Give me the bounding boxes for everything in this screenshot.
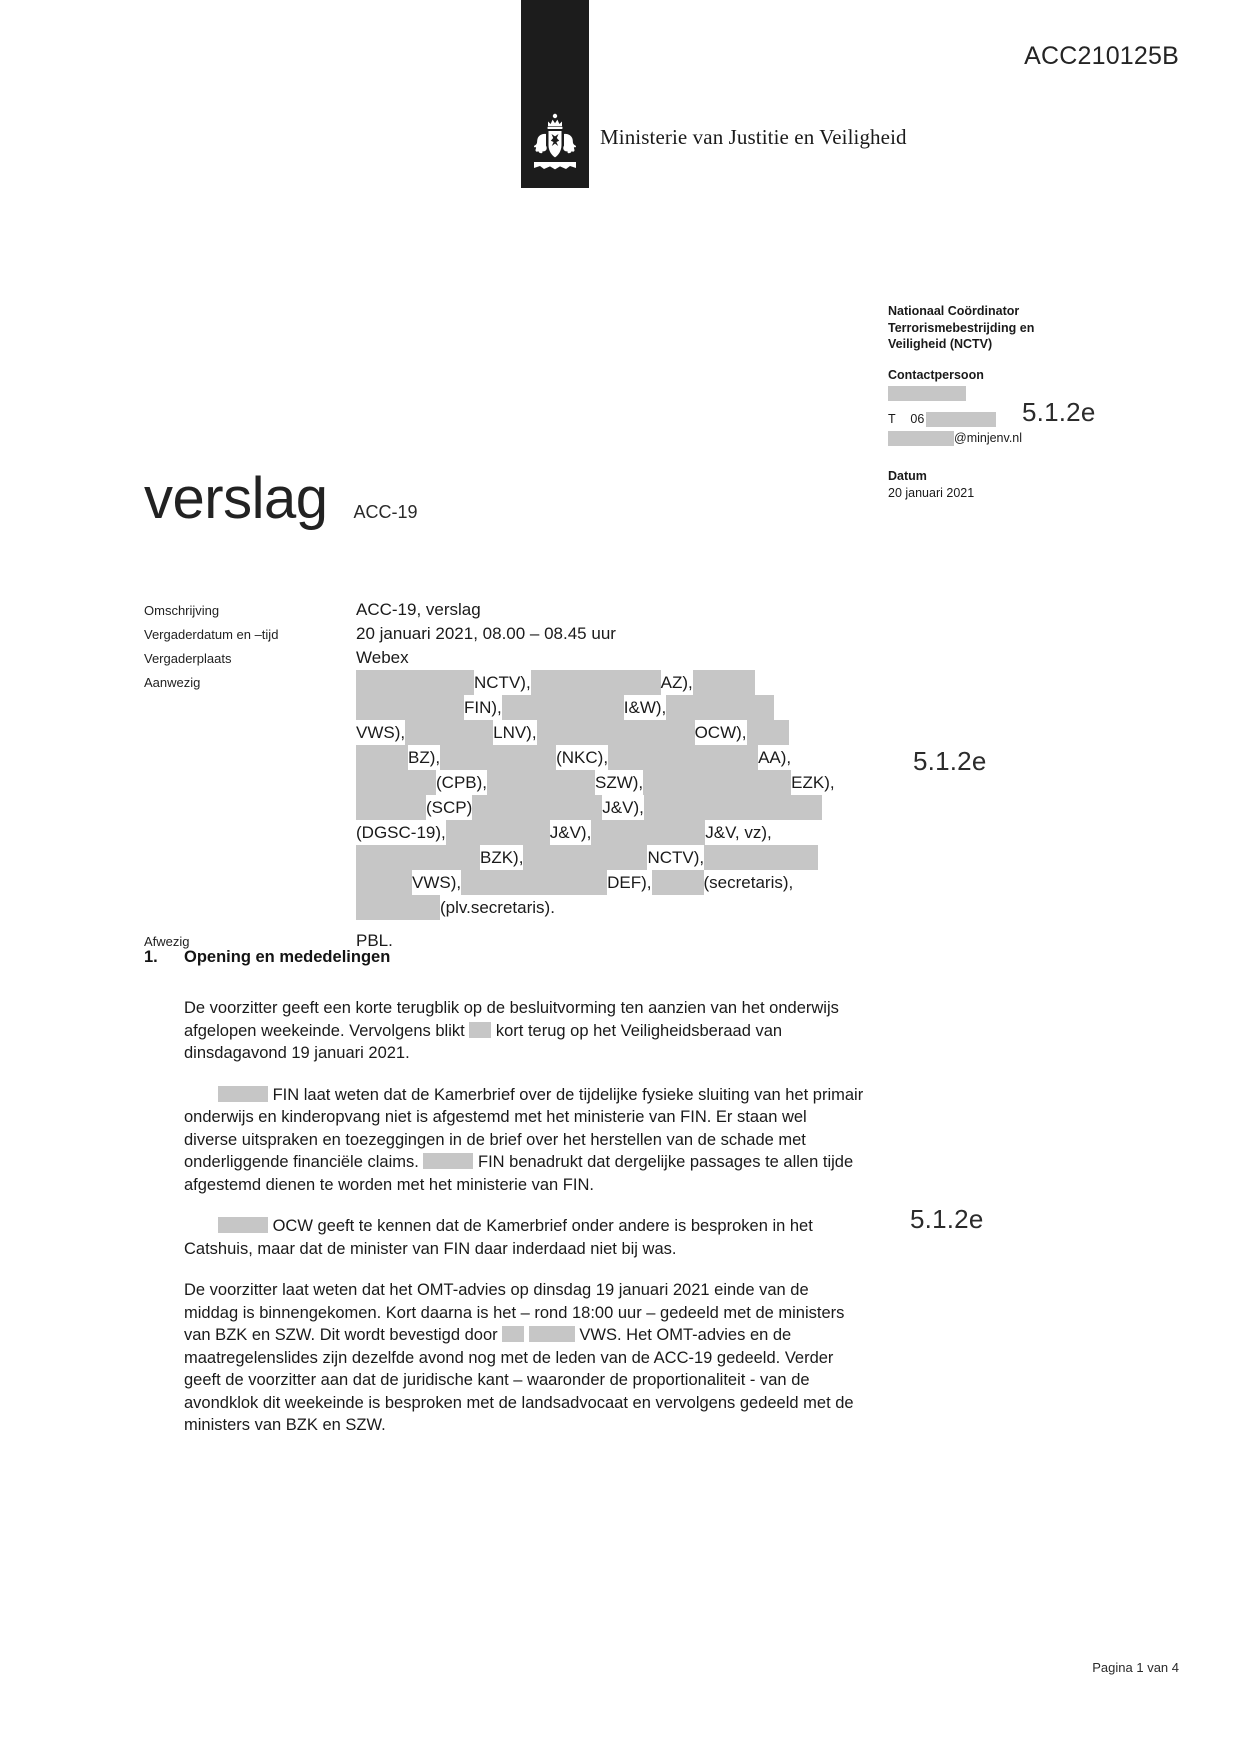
email-domain: @minjenv.nl xyxy=(954,430,1023,445)
metadata-value: 20 januari 2021, 08.00 – 08.45 uur xyxy=(356,624,616,643)
redacted-attendee-name xyxy=(356,695,464,720)
absent-label: Afwezig xyxy=(144,934,190,949)
redacted-attendee-name xyxy=(487,770,595,795)
redacted-attendee-name xyxy=(356,770,436,795)
metadata-key: Vergaderdatum en –tijd xyxy=(144,627,279,642)
redacted-contact-name xyxy=(888,386,966,401)
phone-prefix: T xyxy=(888,412,896,426)
attendee-department: LNV), xyxy=(493,720,536,745)
redacted-attendee-name xyxy=(747,720,789,745)
redacted-inline-name xyxy=(218,1217,268,1233)
redacted-inline-name xyxy=(529,1326,575,1342)
redacted-attendee-name xyxy=(652,870,704,895)
attendee-department: FIN), xyxy=(464,695,502,720)
metadata-key: Vergaderplaats xyxy=(144,651,232,666)
redacted-attendee-name xyxy=(523,845,647,870)
org-line-2: Terrorismebestrijding en xyxy=(888,320,1035,335)
attendee-department: AA), xyxy=(758,745,791,770)
redacted-attendee-name xyxy=(502,695,624,720)
ministry-name: Ministerie van Justitie en Veiligheid xyxy=(600,125,907,149)
attendees-row xyxy=(144,670,864,920)
attendee-line xyxy=(356,795,835,820)
redacted-attendee-name xyxy=(591,820,705,845)
metadata-row xyxy=(144,646,864,670)
redacted-attendee-name xyxy=(356,795,426,820)
paragraph: FIN laat weten dat de Kamerbrief over de tijdelijke fysieke sluiting van het primair onderwijs en kinderopvang niet is afgestemd met het ministerie van FIN. Er staan wel diverse uitspraken en toezeggingen in de brief over het herstellen van de schade met onderliggende financiële claims. FIN benadrukt dat dergelijke passages te allen tijde afgestemd dienen te worden met het ministerie van FIN. xyxy=(184,1085,864,1194)
attendee-department: VWS), xyxy=(356,720,405,745)
document-id: ACC210125B xyxy=(1024,42,1179,70)
attendee-department: (CPB), xyxy=(436,770,487,795)
attendee-department: AZ), xyxy=(661,670,693,695)
section-heading xyxy=(144,948,864,967)
redacted-attendee-name xyxy=(693,670,755,695)
attendee-department: J&V), xyxy=(550,820,592,845)
attendee-department: NCTV), xyxy=(474,670,531,695)
attendee-department: DEF), xyxy=(607,870,651,895)
page-title xyxy=(144,466,418,531)
attendee-line xyxy=(356,870,835,895)
absent-value: PBL. xyxy=(356,931,393,950)
section-number: 1. xyxy=(144,948,158,966)
attendee-line xyxy=(356,720,835,745)
redacted-attendee-name xyxy=(644,795,822,820)
paragraph: De voorzitter geeft een korte terugblik op de besluitvorming ten aanzien van het onderwijs afgelopen weekeinde. Vervolgens blikt kort terug op het Veiligheidsberaad van dinsdagavond 19 januari 2021. xyxy=(184,999,839,1062)
phone-number: 06 xyxy=(910,412,925,426)
meeting-metadata-table xyxy=(144,598,864,953)
redacted-attendee-name xyxy=(704,845,818,870)
attendees-list xyxy=(356,670,835,920)
attendee-line xyxy=(356,695,835,720)
paragraph: OCW geeft te kennen dat de Kamerbrief onder andere is besproken in het Catshuis, maar dat de minister van FIN daar inderdaad niet bij was. xyxy=(184,1217,813,1258)
metadata-value: ACC-19, verslag xyxy=(356,600,481,619)
redacted-attendee-name xyxy=(356,670,474,695)
redacted-phone xyxy=(926,412,996,427)
date-block xyxy=(888,468,1078,501)
metadata-value: Webex xyxy=(356,648,409,667)
attendee-department: SZW), xyxy=(595,770,643,795)
attendee-department: BZ), xyxy=(408,745,440,770)
attendee-line xyxy=(356,670,835,695)
contact-label: Contactpersoon xyxy=(888,367,984,382)
attendee-line xyxy=(356,895,835,920)
page-footer: Pagina 1 van 4 xyxy=(1092,1660,1179,1675)
attendee-department: BZK), xyxy=(480,845,523,870)
redacted-attendee-name xyxy=(440,745,556,770)
section-opening-en-mededelingen xyxy=(144,948,864,1437)
org-line-3: Veiligheid (NCTV) xyxy=(888,337,993,351)
redacted-inline-name xyxy=(502,1326,524,1342)
redacted-attendee-name xyxy=(356,870,412,895)
paragraph: De voorzitter laat weten dat het OMT-advies op dinsdag 19 januari 2021 einde van de middag is binnengekomen. Kort daarna is het – rond 18:00 uur – gedeeld met de ministers van BZK en SZW. Dit wordt bevestigd door VWS. Het OMT-advies en de maatregelenslides zijn dezelfde avond nog met de leden van de ACC-19 gedeeld. Verder geeft de voorzitter aan dat de juridische kant – waaronder de proportionaliteit - van de avondklok dit weekeinde is besproken met de landsadvocaat en vervolgens gedeeld met de ministers van BZK en SZW. xyxy=(184,1281,854,1434)
redacted-attendee-name xyxy=(531,670,661,695)
redaction-code-middle: 5.1.2e xyxy=(913,746,987,776)
attendee-department: (SCP) xyxy=(426,795,472,820)
redacted-inline-name xyxy=(218,1086,268,1102)
attendee-department: NCTV), xyxy=(647,845,704,870)
title-subtitle: ACC-19 xyxy=(353,502,418,522)
attendee-department: J&V), xyxy=(602,795,644,820)
date-value: 20 januari 2021 xyxy=(888,485,975,500)
metadata-row xyxy=(144,598,864,622)
redacted-attendee-name xyxy=(356,745,408,770)
email-row xyxy=(888,430,1078,447)
attendee-department: (secretaris), xyxy=(704,870,794,895)
redacted-attendee-name xyxy=(356,845,480,870)
attendee-line xyxy=(356,820,835,845)
attendee-department: VWS), xyxy=(412,870,461,895)
title-main: verslag xyxy=(144,466,328,531)
attendee-department: I&W), xyxy=(624,695,667,720)
attendee-department: (DGSC-19), xyxy=(356,820,446,845)
attendee-line xyxy=(356,845,835,870)
redacted-inline-name xyxy=(423,1153,473,1169)
section-body xyxy=(184,997,864,1437)
redacted-email-local xyxy=(888,431,954,446)
attendee-department: OCW), xyxy=(695,720,747,745)
attendee-department: J&V, vz), xyxy=(705,820,771,845)
redacted-attendee-name xyxy=(446,820,550,845)
section-title: Opening en mededelingen xyxy=(184,948,391,966)
attendees-label: Aanwezig xyxy=(144,675,201,690)
redacted-attendee-name xyxy=(643,770,791,795)
redacted-attendee-name xyxy=(608,745,758,770)
redaction-code-bottom: 5.1.2e xyxy=(910,1204,984,1234)
metadata-key: Omschrijving xyxy=(144,603,220,618)
redacted-attendee-name xyxy=(472,795,602,820)
org-line-1: Nationaal Coördinator xyxy=(888,304,1020,318)
ministry-logo-bar xyxy=(521,0,589,188)
attendee-line xyxy=(356,745,835,770)
metadata-row xyxy=(144,622,864,646)
organisation-block xyxy=(888,303,1078,353)
attendee-department: (plv.secretaris). xyxy=(440,895,555,920)
attendee-line xyxy=(356,770,835,795)
redacted-attendee-name xyxy=(405,720,493,745)
date-label: Datum xyxy=(888,469,927,483)
attendee-department: EZK), xyxy=(791,770,834,795)
dutch-royal-coat-of-arms-icon xyxy=(521,112,589,174)
redacted-attendee-name xyxy=(356,895,440,920)
metadata-rows xyxy=(144,598,864,670)
redacted-inline-name xyxy=(469,1022,491,1038)
redaction-code-top: 5.1.2e xyxy=(1022,397,1096,427)
redacted-attendee-name xyxy=(537,720,695,745)
attendee-department: (NKC), xyxy=(556,745,608,770)
redacted-attendee-name xyxy=(461,870,607,895)
redacted-attendee-name xyxy=(666,695,774,720)
